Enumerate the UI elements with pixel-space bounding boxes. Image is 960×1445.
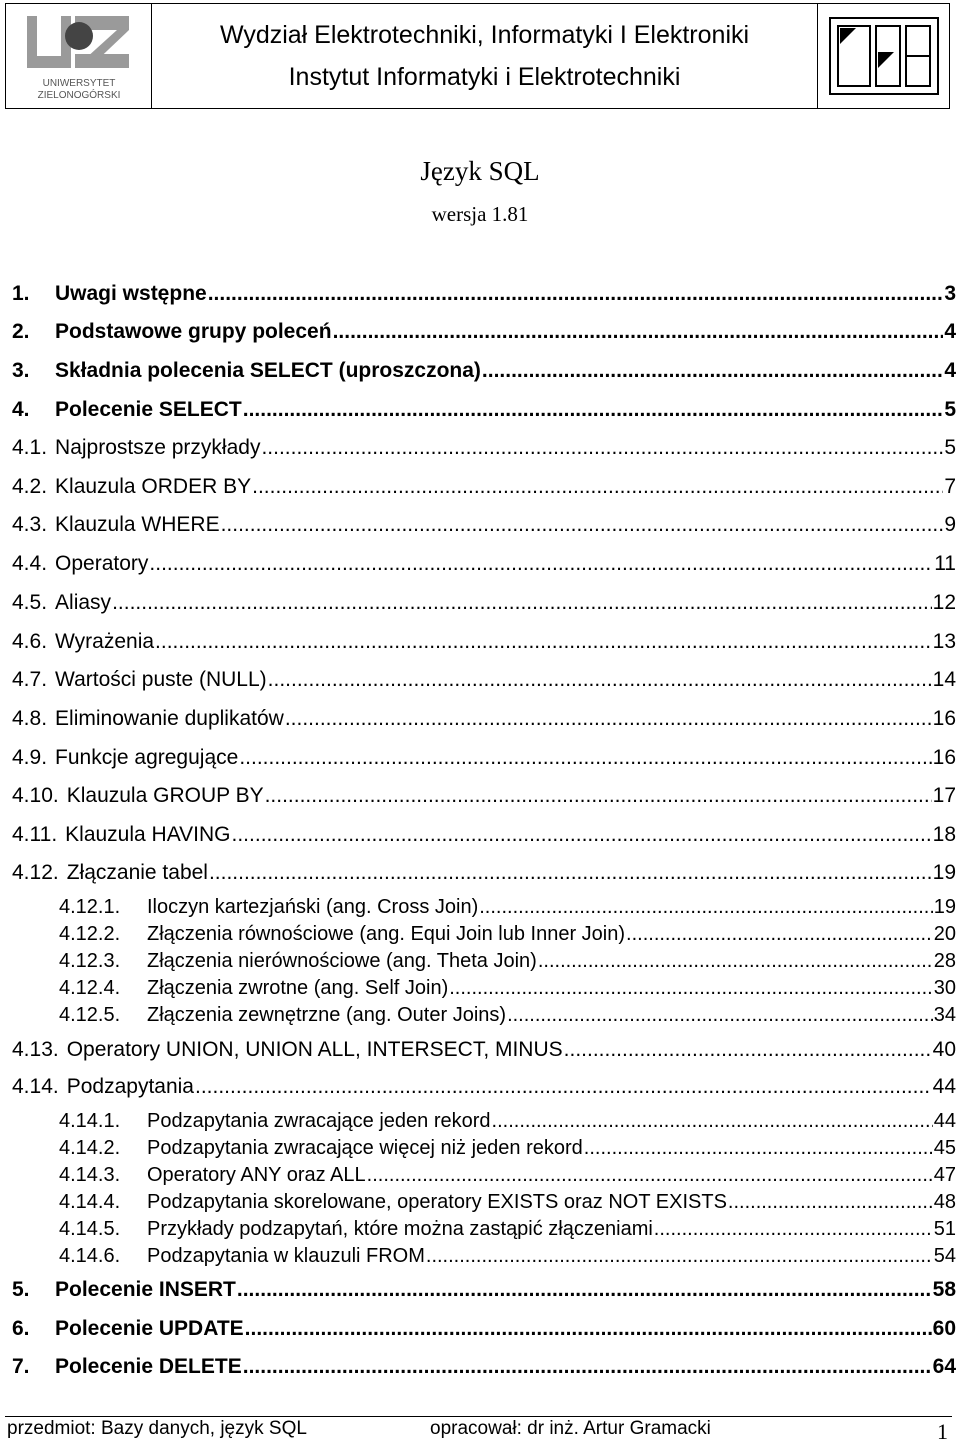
toc-entry-number: 4.10. [12, 784, 59, 807]
toc-entry-page: 28 [933, 950, 956, 972]
toc-entry-label: Polecenie SELECT [55, 398, 242, 421]
toc-entry-leader [195, 1075, 932, 1099]
toc-entry[interactable] [12, 1245, 956, 1268]
toc-entry-number: 4.1. [12, 436, 48, 459]
toc-entry-page: 45 [933, 1137, 956, 1159]
toc-entry-leader [367, 1164, 933, 1187]
toc-entry-leader [239, 746, 931, 770]
toc-entry-label: Klauzula ORDER BY [55, 475, 252, 498]
university-logo-icon [19, 8, 139, 104]
toc-entry-label: Podzapytania skorelowane, operatory EXISTS oraz NOT EXISTS [147, 1191, 727, 1213]
toc-entry-page: 4 [944, 359, 956, 382]
toc-entry-number: 4.14.2. [59, 1137, 121, 1159]
toc-entry-leader [209, 861, 932, 885]
toc-entry[interactable] [12, 923, 956, 946]
toc-entry-page: 44 [933, 1110, 956, 1132]
toc-entry[interactable] [12, 668, 956, 692]
toc-entry-number: 4.7. [12, 668, 48, 691]
toc-entry-page: 54 [933, 1245, 956, 1267]
toc-entry-number: 4.13. [12, 1038, 59, 1061]
toc-entry-number: 4.8. [12, 707, 48, 730]
toc-entry-label: Przykłady podzapytań, które można zastąpić złączeniami [147, 1218, 653, 1240]
toc-entry-page: 13 [932, 630, 956, 653]
toc-entry-page: 14 [932, 668, 956, 691]
toc-entry[interactable] [12, 359, 956, 383]
toc-entry[interactable] [12, 513, 956, 537]
toc-entry-page: 30 [933, 977, 956, 999]
toc-entry-number: 5. [12, 1278, 30, 1301]
toc-entry-page: 48 [933, 1191, 956, 1213]
toc-entry-number: 4.2. [12, 475, 48, 498]
toc-entry-number: 4.12.3. [59, 950, 121, 972]
toc-entry-number: 4.11. [12, 823, 58, 846]
toc-entry-leader [149, 552, 933, 576]
toc-entry-number: 4.14.4. [59, 1191, 121, 1213]
toc-entry-number: 4.14. [12, 1075, 59, 1098]
toc-entry-leader [112, 591, 932, 615]
toc-entry[interactable] [12, 1075, 956, 1099]
toc-entry-page: 20 [933, 923, 956, 945]
toc-entry-page: 58 [932, 1278, 956, 1301]
toc-entry-page: 44 [932, 1075, 956, 1098]
header-titles [152, 4, 818, 108]
page-header [5, 3, 950, 109]
toc-entry-number: 4.12.1. [59, 896, 121, 918]
toc-entry[interactable] [12, 1038, 956, 1062]
institute-name: Instytut Informatyki i Elektrotechniki [288, 63, 681, 91]
toc-entry-leader [232, 823, 932, 847]
toc-entry[interactable] [12, 746, 956, 770]
toc-entry-page: 17 [932, 784, 956, 807]
toc-entry-label: Funkcje agregujące [55, 746, 239, 769]
institute-logo-icon [828, 16, 940, 96]
toc-entry[interactable] [12, 591, 956, 615]
toc-entry-page: 7 [944, 475, 956, 498]
toc-entry-leader [728, 1191, 933, 1214]
toc-entry-label: Podstawowe grupy poleceń [55, 320, 332, 343]
toc-entry-leader [564, 1038, 932, 1062]
toc-entry-number: 4.12.4. [59, 977, 121, 999]
toc-entry-page: 19 [932, 861, 956, 884]
toc-entry-leader [243, 1355, 932, 1379]
toc-entry-number: 4.5. [12, 591, 48, 614]
toc-entry-label: Klauzula GROUP BY [66, 784, 264, 807]
toc-entry-label: Złączenia równościowe (ang. Equi Join lub Inner Join) [147, 923, 626, 945]
toc-entry-leader [265, 784, 932, 808]
toc-entry-label: Aliasy [55, 591, 112, 614]
toc-entry-number: 1. [12, 282, 30, 305]
toc-entry-leader [492, 1110, 933, 1133]
toc-entry-label: Uwagi wstępne [55, 282, 207, 305]
toc-entry-leader [507, 1004, 933, 1027]
toc-entry[interactable] [12, 707, 956, 731]
toc-entry-leader [333, 320, 944, 344]
institute-logo [818, 4, 949, 108]
toc-entry-page: 3 [944, 282, 956, 305]
toc-entry-page: 34 [933, 1004, 956, 1026]
toc-entry-number: 4.12. [12, 861, 59, 884]
toc-entry[interactable] [12, 1137, 956, 1160]
toc-entry-number: 4.12.2. [59, 923, 121, 945]
faculty-name: Wydział Elektrotechniki, Informatyki I Elektroniki [219, 21, 750, 49]
toc-entry-leader [208, 282, 944, 306]
toc-entry[interactable] [12, 823, 956, 847]
toc-entry-leader [584, 1137, 933, 1160]
toc-entry[interactable] [12, 1278, 956, 1302]
toc-entry-label: Eliminowanie duplikatów [55, 707, 284, 730]
toc-entry-number: 4.14.6. [59, 1245, 121, 1267]
toc-entry-leader [221, 513, 944, 537]
toc-entry[interactable] [12, 282, 956, 306]
toc-entry-number: 4.9. [12, 746, 48, 769]
svg-text:UNIWERSYTET: UNIWERSYTET [42, 78, 115, 89]
toc-entry-label: Wyrażenia [55, 630, 155, 653]
toc-entry-label: Podzapytania zwracające więcej niż jeden rekord [147, 1137, 583, 1159]
toc-entry-leader [654, 1218, 933, 1241]
toc-entry[interactable] [12, 1355, 956, 1379]
toc-entry-number: 3. [12, 359, 30, 382]
toc-entry[interactable] [12, 896, 956, 919]
page-footer [5, 1416, 952, 1444]
toc-entry-label: Podzapytania [66, 1075, 194, 1098]
toc-entry-label: Złączenia zewnętrzne (ang. Outer Joins) [147, 1004, 507, 1026]
footer-subject: przedmiot: Bazy danych, język SQL [7, 1418, 307, 1439]
toc-entry-label: Polecenie INSERT [55, 1278, 236, 1301]
toc-entry-leader [245, 1317, 932, 1341]
toc-entry-page: 51 [933, 1218, 956, 1240]
toc-entry-leader [261, 436, 943, 460]
toc-entry-label: Złączenia nierównościowe (ang. Theta Join) [147, 950, 537, 972]
toc-entry[interactable] [12, 630, 956, 654]
toc-entry[interactable] [12, 1164, 956, 1187]
university-logo [6, 4, 152, 108]
toc-entry-page: 4 [944, 320, 956, 343]
toc-entry-leader [449, 977, 933, 1000]
toc-entry-page: 47 [933, 1164, 956, 1186]
toc-entry-page: 60 [932, 1317, 956, 1340]
toc-entry-page: 5 [944, 398, 956, 421]
toc-entry-page: 18 [932, 823, 956, 846]
toc-entry-label: Polecenie DELETE [55, 1355, 242, 1378]
toc-entry-leader [285, 707, 932, 731]
toc-entry-label: Polecenie UPDATE [55, 1317, 244, 1340]
toc-entry[interactable] [12, 950, 956, 973]
toc-entry-leader [482, 359, 943, 383]
toc-entry-label: Klauzula WHERE [55, 513, 220, 536]
toc-entry-label: Operatory UNION, UNION ALL, INTERSECT, MINUS [66, 1038, 563, 1061]
toc-entry-number: 4.4. [12, 552, 48, 575]
toc-entry-page: 40 [932, 1038, 956, 1061]
toc-entry-label: Podzapytania w klauzuli FROM [147, 1245, 425, 1267]
toc-entry-leader [252, 475, 943, 499]
toc-entry-label: Operatory ANY oraz ALL [147, 1164, 366, 1186]
toc-entry[interactable] [12, 1004, 956, 1027]
footer-page-number: 1 [937, 1419, 948, 1444]
toc-entry-label: Wartości puste (NULL) [55, 668, 267, 691]
toc-entry[interactable] [12, 861, 956, 885]
toc-entry-page: 12 [932, 591, 956, 614]
toc-entry-number: 7. [12, 1355, 30, 1378]
toc-entry[interactable] [12, 552, 956, 576]
toc-entry-number: 6. [12, 1317, 30, 1340]
toc-entry-leader [538, 950, 933, 973]
toc-entry-label: Złączanie tabel [66, 861, 208, 884]
toc-entry[interactable] [12, 475, 956, 499]
toc-entry-number: 4. [12, 398, 30, 421]
toc-entry-page: 16 [932, 707, 956, 730]
toc-entry-leader [626, 923, 933, 946]
toc-entry[interactable] [12, 784, 956, 808]
toc-entry[interactable] [12, 398, 956, 422]
toc-entry-label: Iloczyn kartezjański (ang. Cross Join) [147, 896, 479, 918]
toc-entry[interactable] [12, 1218, 956, 1241]
toc-entry-label: Najprostsze przykłady [55, 436, 261, 459]
document-version: wersja 1.81 [431, 202, 529, 226]
toc-entry-number: 2. [12, 320, 30, 343]
document-title: Język SQL [420, 156, 540, 186]
toc-entry[interactable] [12, 977, 956, 1000]
toc-entry-leader [479, 896, 933, 919]
toc-entry-label: Złączenia zwrotne (ang. Self Join) [147, 977, 449, 999]
toc-entry-number: 4.6. [12, 630, 48, 653]
toc-entry[interactable] [12, 1110, 956, 1133]
toc-entry-leader [155, 630, 932, 654]
toc-entry-leader [243, 398, 944, 422]
toc-entry-label: Klauzula HAVING [65, 823, 231, 846]
toc-entry-label: Podzapytania zwracające jeden rekord [147, 1110, 491, 1132]
toc-entry-label: Składnia polecenia SELECT (uproszczona) [55, 359, 481, 382]
footer-author: opracował: dr inż. Artur Gramacki [430, 1418, 711, 1439]
toc-entry-number: 4.3. [12, 513, 48, 536]
toc-entry-page: 64 [932, 1355, 956, 1378]
toc-entry-leader [426, 1245, 933, 1268]
toc-entry-leader [268, 668, 932, 692]
toc-entry[interactable] [12, 320, 956, 344]
toc-entry-number: 4.12.5. [59, 1004, 121, 1026]
svg-text:ZIELONOGÓRSKI: ZIELONOGÓRSKI [37, 90, 120, 101]
toc-entry[interactable] [12, 1317, 956, 1341]
toc-entry-page: 16 [932, 746, 956, 769]
toc-entry-page: 9 [944, 513, 956, 536]
toc-entry-page: 5 [944, 436, 956, 459]
toc-entry-number: 4.14.1. [59, 1110, 121, 1132]
toc-entry-page: 11 [934, 552, 956, 575]
toc-entry-label: Operatory [55, 552, 149, 575]
toc-entry-page: 19 [933, 896, 956, 918]
toc-entry-leader [237, 1278, 932, 1302]
toc-entry[interactable] [12, 1191, 956, 1214]
toc-entry[interactable] [12, 436, 956, 460]
toc-entry-number: 4.14.5. [59, 1218, 121, 1240]
toc-entry-number: 4.14.3. [59, 1164, 121, 1186]
